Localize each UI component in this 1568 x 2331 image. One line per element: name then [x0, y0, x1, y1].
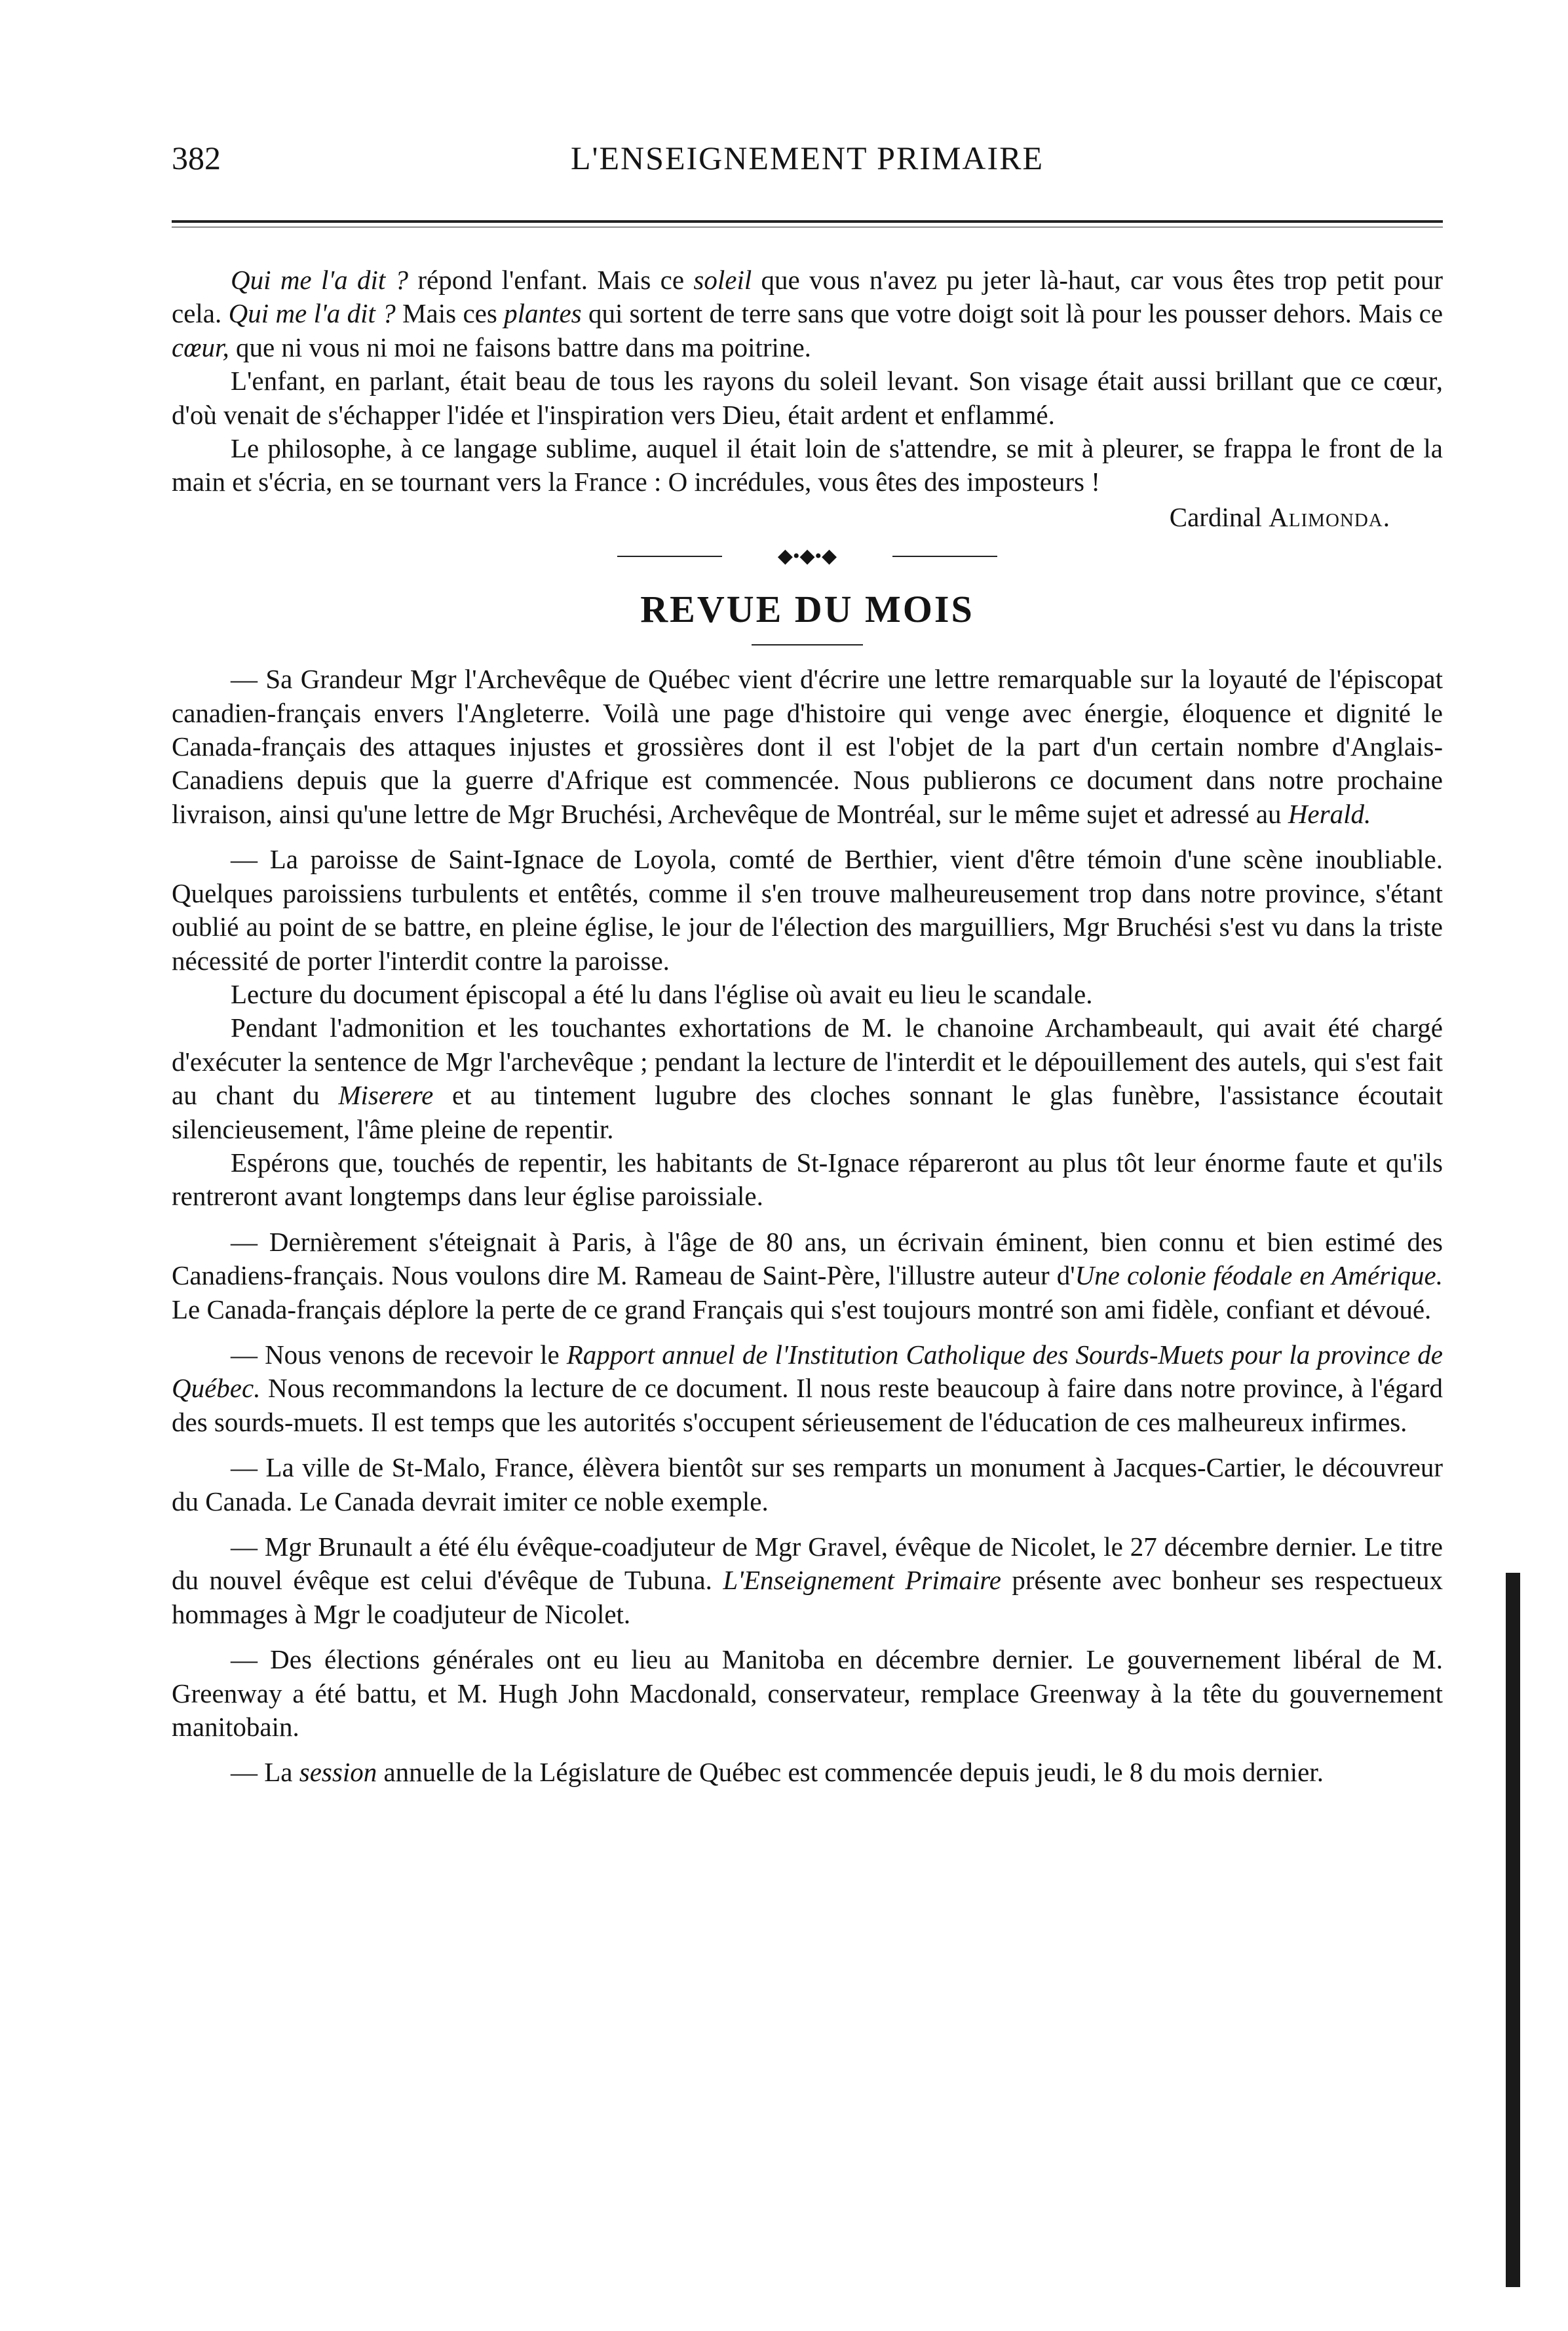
title-rule — [752, 644, 863, 645]
section-title: REVUE DU MOIS — [640, 588, 974, 631]
italic-title: Rapport annuel de l'Institution Catholique des Sourds-Muets pour la province de Québec. — [172, 1339, 1444, 1404]
header-rule — [172, 220, 1443, 227]
news-item-archbishop-letter — [172, 663, 1443, 831]
news-item-saint-ignace-admonition — [172, 1011, 1443, 1146]
text-run: Le Canada-français déplore la perte de ce grand Français qui s'est toujours montré son ami fidèle, confiant et dévoué. — [172, 1294, 1432, 1324]
news-item-brunault — [172, 1530, 1443, 1631]
signature-title: Cardinal — [1169, 501, 1269, 532]
scan-edge-bar — [1506, 1573, 1520, 2287]
italic-word: session — [299, 1757, 377, 1788]
text-run: Nous recommandons la lecture de ce document. Il nous reste beaucoup à faire dans notre province, à l'égard des sourds-muets. Il est temps que les autorités s'occupent sérieusement de l'éducation de ces malheureux infirmes. — [172, 1373, 1443, 1437]
italic-word: Miserere — [338, 1080, 434, 1111]
text-run: présente avec bonheur ses respectueux hommages à Mgr le coadjuteur de Nicolet. — [172, 1565, 1443, 1629]
news-item-saint-ignace-hope: Espérons que, touchés de repentir, les habitants de St-Ignace répareront au plus tôt leur énorme faute et qu'ils rentreront avant longtemps dans leur église paroissiale. — [172, 1147, 1443, 1212]
intro-paragraph-3: Le philosophe, à ce langage sublime, auquel il était loin de s'attendre, se mit à pleurer, se frappa le front de la main et s'écria, en se tournant vers la France : O incrédules, vous êtes des imposteurs ! — [172, 433, 1443, 497]
signature — [172, 501, 1390, 534]
italic-phrase: Qui me l'a dit ? — [228, 298, 396, 329]
italic-title: Herald. — [1288, 798, 1371, 829]
text-run: — Nous venons de recevoir le — [231, 1339, 567, 1370]
text-run: qui sortent de terre sans que votre doigt soit là pour les pousser dehors. Mais ce — [581, 298, 1444, 329]
text-run: — La — [231, 1757, 299, 1788]
italic-word: cœur, — [172, 332, 229, 362]
body-text — [172, 263, 1443, 1790]
italic-title: Une colonie féodale en Amérique. — [1075, 1260, 1444, 1291]
text-run: — Dernièrement s'éteignait à Paris, à l'âge de 80 ans, un écrivain éminent, bien connu et bien estimé des Canadiens-français. Nous voulons dire M. Rameau de Saint-Père, l'illustre auteur d' — [172, 1226, 1443, 1291]
news-item-sourds-muets — [172, 1338, 1443, 1439]
ornament-line-right — [892, 556, 997, 557]
text-run: Mais ces — [395, 298, 505, 329]
text-run: — Sa Grandeur Mgr l'Archevêque de Québec vient d'écrire une lettre remarquable sur la loyauté de l'épiscopat canadien-français envers l'Angleterre. Voilà une page d'histoire qui venge avec énergie, éloquence et dignité le Canada-français des attaques injustes et grossières dont il est l'objet de la part d'un certain nombre d'Anglais-Canadiens depuis que la guerre d'Afrique est commencée. Nous publierons ce document dans notre prochaine livraison, ainsi qu'une lettre de Mgr Bruchési, Archevêque de Montréal, sur le même sujet et adressé au — [172, 664, 1443, 829]
news-item-saint-ignace-lecture: Lecture du document épiscopal a été lu dans l'église où avait eu lieu le scandale. — [231, 978, 1093, 1009]
text-run: répond l'enfant. Mais ce — [408, 265, 694, 295]
section-ornament — [617, 543, 997, 569]
intro-paragraph-2: L'enfant, en parlant, était beau de tous les rayons du soleil levant. Son visage était aussi brillant que ce cœur, d'où venait de s'échapper l'idée et l'inspiration vers Dieu, était ardent et enflammé. — [172, 366, 1443, 430]
ornament-line-left — [617, 556, 722, 557]
intro-paragraph-1 — [172, 263, 1443, 364]
news-item-saint-ignace: — La paroisse de Saint-Ignace de Loyola, comté de Berthier, vient d'être témoin d'une scène inoubliable. Quelques paroissiens turbulents et entêtés, comme il s'en trouve malheureusement trop dans notre province, s'étant oublié au point de se battre, en pleine église, le jour de l'élection des marguilliers, Mgr Bruchési s'est vu dans la triste nécessité de porter l'interdit contre la paroisse. — [172, 844, 1443, 976]
signature-name: Alimonda. — [1269, 501, 1390, 532]
italic-word: soleil — [693, 265, 752, 295]
text-run: Pendant l'admonition et les touchantes exhortations de M. le chanoine Archambeault, qui avait été chargé d'exécuter la sentence de Mgr l'archevêque ; pendant la lecture de l'interdit et le dépouillement des autels, qui s'est fait au chant du — [172, 1012, 1443, 1111]
text-run: annuelle de la Législature de Québec est commencée depuis jeudi, le 8 du mois dernier. — [377, 1757, 1324, 1788]
italic-word: plantes — [504, 298, 582, 329]
ornament-glyphs: ◆•◆•◆ — [777, 545, 837, 568]
italic-phrase: Qui me l'a dit ? — [231, 265, 409, 295]
news-item-manitoba: — Des élections générales ont eu lieu au Manitoba en décembre dernier. Le gouvernement libéral de M. Greenway a été battu, et M. Hugh John Macdonald, conservateur, remplace Greenway à la tête du gouvernement manitobain. — [172, 1644, 1443, 1743]
running-title: L'ENSEIGNEMENT PRIMAIRE — [570, 140, 1044, 176]
text-run: que vous n'avez pu jeter là-haut, car vous êtes trop petit pour cela. — [172, 265, 1443, 329]
page-number: 382 — [172, 140, 221, 176]
news-item-quebec-session — [172, 1756, 1443, 1789]
news-item-st-malo: — La ville de St-Malo, France, élèvera bientôt sur ses remparts un monument à Jacques-Cartier, le découvreur du Canada. Le Canada devrait imiter ce noble exemple. — [172, 1452, 1443, 1516]
italic-title: L'Enseignement Primaire — [723, 1565, 1001, 1596]
page-header — [172, 139, 1443, 191]
text-run: et au tintement lugubre des cloches sonnant le glas funèbre, l'assistance écoutait silencieusement, l'âme pleine de repentir. — [172, 1080, 1443, 1144]
news-item-rameau — [172, 1225, 1443, 1326]
text-run: que ni vous ni moi ne faisons battre dans ma poitrine. — [229, 332, 811, 362]
text-run: — Mgr Brunault a été élu évêque-coadjuteur de Mgr Gravel, évêque de Nicolet, le 27 décembre dernier. Le titre du nouvel évêque est celui d'évêque de Tubuna. — [172, 1532, 1443, 1596]
